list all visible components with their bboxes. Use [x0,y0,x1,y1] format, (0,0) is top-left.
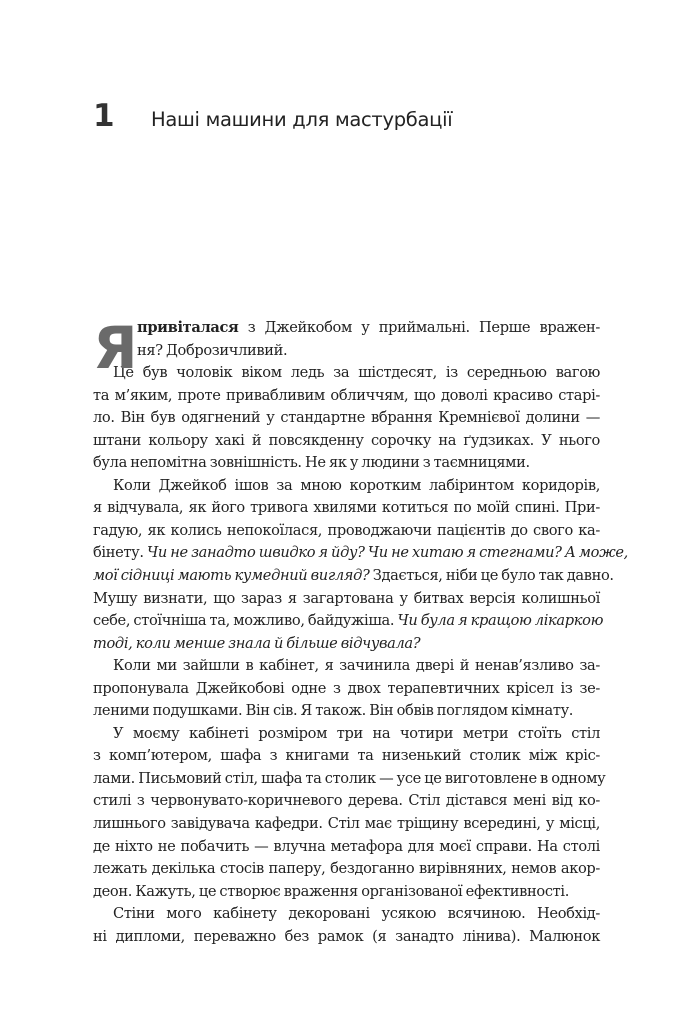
text-run: ло. Він був одягнений у стандартне вбрання Кремнієвої долини — [93,409,600,427]
italic-run: мої сідниці мають кумедний вигляд? [93,567,370,585]
text-run: де ніхто не побачить — влучна метафора для моєї справи. На столі [93,837,600,855]
text-line [93,317,600,340]
text-run: штани кольору хакі й повсякденну сорочку на ґудзиках. У нього [93,431,600,449]
text-line [93,655,600,678]
chapter-body-text [93,314,628,948]
text-run: Стіни мого кабінету декоровані усякою всячиною. Необхід- [113,905,600,923]
bold-run: привіталася [137,319,239,336]
text-line [93,340,600,363]
text-run: деон. Кажуть, це створює враження організованої ефективності. [93,882,570,900]
text-line [93,881,600,904]
drop-cap-letter: Я [93,314,138,382]
text-line [93,452,600,475]
text-run: стилі з червонувато-коричневого дерева. Стіл дістався мені від ко- [93,792,600,810]
text-line [93,858,600,881]
text-line [93,678,600,701]
text-line [93,520,600,543]
text-run: бінету. [93,544,147,562]
text-line [93,926,600,949]
text-run: себе, стоїчніша та, можливо, байдужіша. [93,612,398,630]
text-line [93,362,600,385]
text-run: лишнього завідувача кафедри. Стіл має тріщину всередині, у місці, [93,815,600,833]
text-line [93,633,600,656]
text-run: я відчувала, як його тривога хвилями котиться по моїй спині. При- [93,499,600,517]
text-run: гадую, як колись непокоїлася, проводжаючи пацієнтів до свого ка- [93,521,600,539]
italic-run: Чи не занадто швидко я йду? Чи не хитаю я стегнами? А може, [146,544,628,562]
text-line [93,588,600,611]
text-run: Мушу визнати, що зараз я загартована у битвах версія колишньої [93,589,600,607]
italic-run: тоді, коли менше знала й більше відчувала? [93,634,421,652]
text-line [93,723,600,746]
text-run: з Джейкобом у приймальні. Перше вражен- [238,319,600,336]
text-run: Здається, ніби це було так давно. [369,567,614,585]
text-run: ні дипломи, переважно без рамок (я занадто лінива). Малюнок [93,927,600,945]
text-run: леними подушками. Він сів. Я також. Він обвів поглядом кімнату. [93,702,574,720]
text-run: лежать декілька стосів паперу, бездоганно вирівняних, немов акор- [93,860,600,878]
text-run: та м’яким, проте привабливим обличчям, що доволі красиво старі- [93,386,600,404]
text-line [93,385,600,408]
text-line [93,903,600,926]
text-run: лами. Письмовий стіл, шафа та столик — усе це виготовлене в одному [93,769,606,787]
text-line [93,475,600,498]
text-line [93,768,606,791]
italic-run: Чи була я кращою лікаркою [397,612,604,630]
text-run: У моєму кабінеті розміром три на чотири метри стоїть стіл [113,724,600,742]
text-line [93,430,600,453]
text-run: Коли Джейкоб ішов за мною коротким лабіринтом коридорів, [113,476,600,494]
text-run: Коли ми зайшли в кабінет, я зачинила двері й ненав’язливо за- [113,657,600,675]
text-line [93,700,600,723]
text-line [93,745,600,768]
text-run: Це був чоловік віком ледь за шістдесят, із середньою вагою [113,364,600,382]
text-run: ня? Доброзичливий. [137,341,288,359]
text-line [93,813,600,836]
text-run: з комп’ютером, шафа з книгами та низенький столик між кріс- [93,747,600,765]
text-line [93,565,614,588]
text-line [93,497,600,520]
chapter-heading [93,98,452,134]
chapter-title: Наші машини для мастурбації [151,108,453,131]
text-run: пропонувала Джейкобові одне з двох терапевтичних крісел із зе- [93,679,600,697]
text-line [93,610,604,633]
text-run: була непомітна зовнішність. Не як у людини з таємницями. [93,454,530,472]
text-line [93,542,628,565]
text-line [93,836,600,859]
text-line [93,407,600,430]
chapter-number: 1 [93,98,115,134]
text-line [93,790,600,813]
